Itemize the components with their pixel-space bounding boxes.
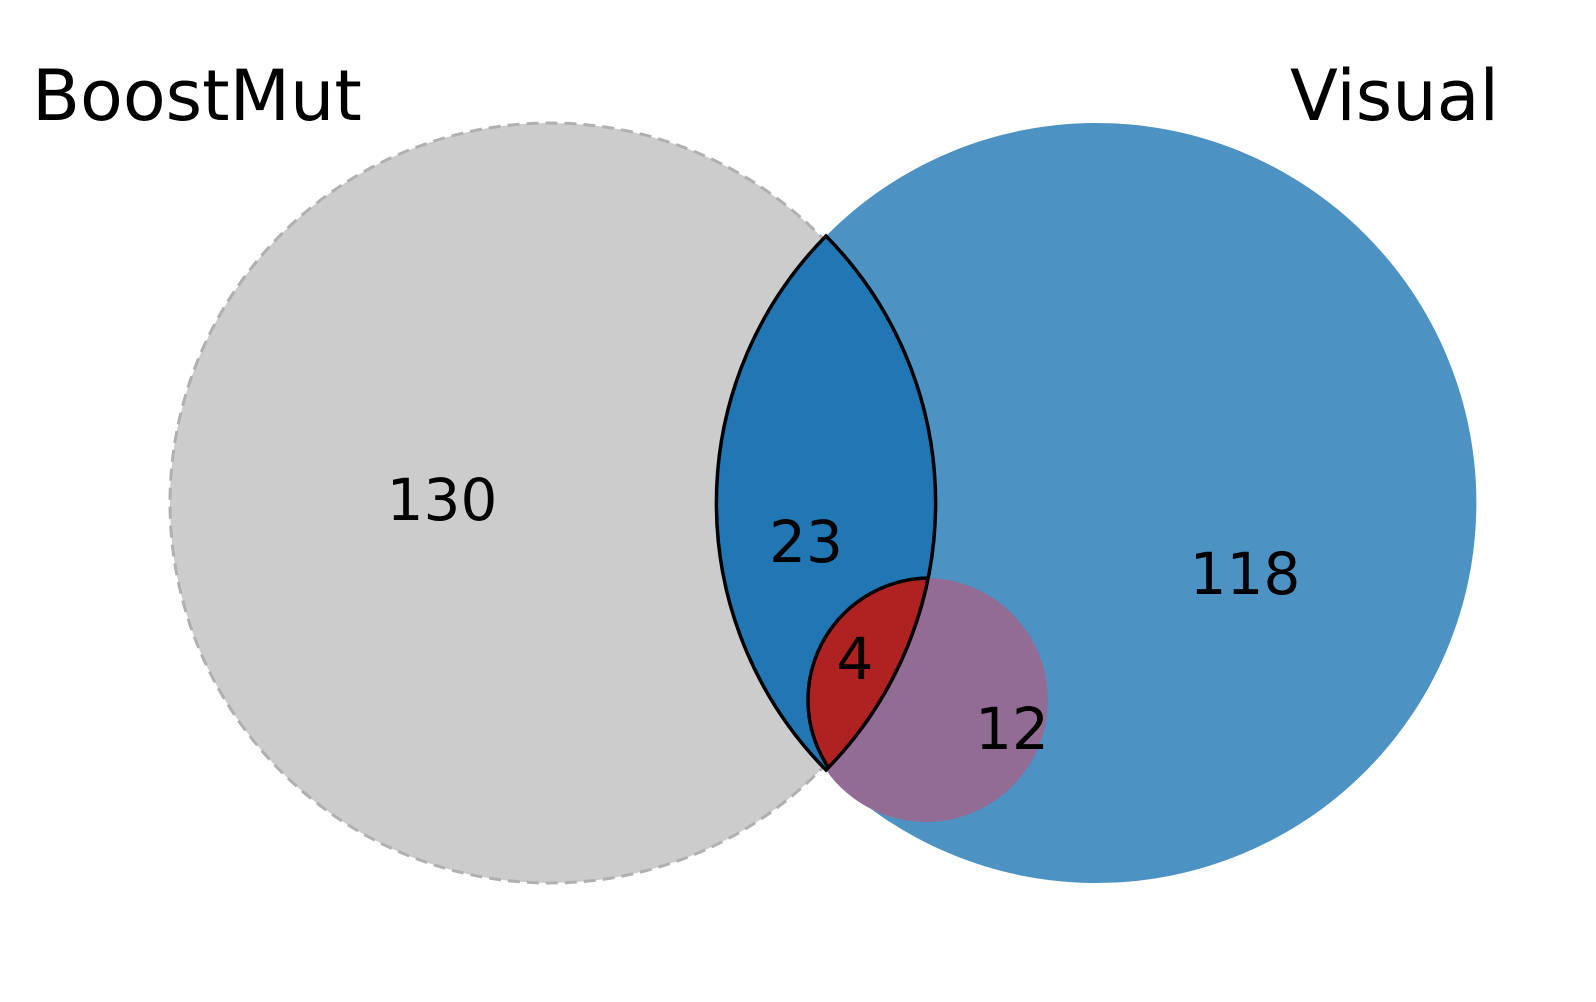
set-label-visual: Visual xyxy=(1290,55,1499,137)
count-all-three: 4 xyxy=(836,625,874,693)
count-boostmut-visual: 23 xyxy=(769,508,843,576)
count-visual-subset: 12 xyxy=(975,695,1049,763)
set-label-boostmut: BoostMut xyxy=(32,55,362,137)
count-visual-only: 118 xyxy=(1189,540,1301,608)
count-boostmut-only: 130 xyxy=(386,466,498,534)
